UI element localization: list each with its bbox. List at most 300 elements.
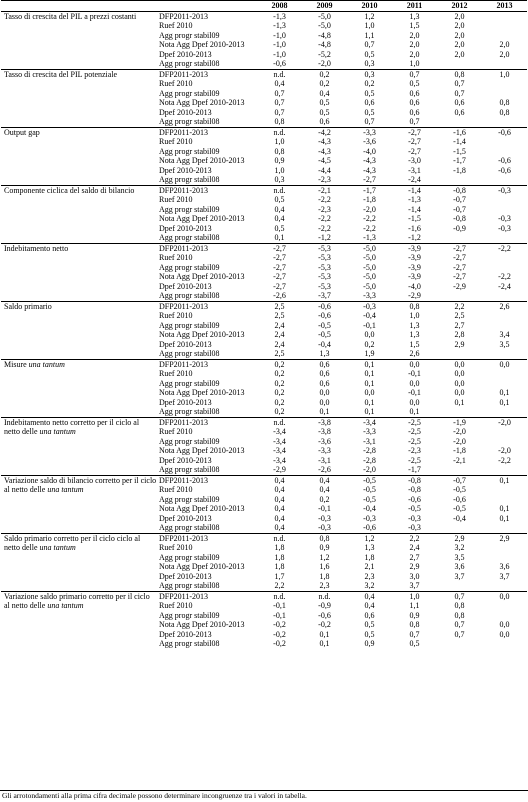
value-cell: 0,2 [302, 69, 347, 79]
value-cell: 0,4 [274, 204, 285, 214]
value-cell: 0,1 [499, 513, 510, 523]
value-cell: 0,7 [274, 107, 285, 117]
value-cell: -4,8 [318, 30, 331, 40]
value-cell [482, 553, 527, 563]
row-group-label-italic: una tantum [47, 484, 84, 494]
value-cell: -5,0 [347, 243, 392, 253]
value-cell: -2,2 [498, 455, 511, 465]
value-cell: -0,6 [273, 59, 286, 68]
source-cell: Ruef 2010 [159, 137, 193, 146]
value-cell: -3,4 [273, 455, 286, 465]
value-cell: 0,1 [482, 475, 527, 485]
value-cell: -1,0 [273, 49, 286, 59]
row-group-label-text: Misure [4, 359, 29, 369]
value-cell: 0,0 [319, 388, 330, 397]
value-cell: 0,4 [274, 504, 285, 513]
value-cell: 0,1 [347, 359, 392, 369]
value-cell: -3,8 [302, 417, 347, 427]
value-cell: -5,3 [302, 243, 347, 253]
value-cell: 1,0 [409, 311, 420, 320]
value-cell: -0,5 [453, 485, 466, 494]
value-cell: -2,7 [273, 253, 286, 262]
value-cell: 1,6 [319, 562, 330, 571]
value-cell: 0,3 [274, 175, 285, 184]
value-cell: 0,4 [319, 88, 330, 98]
value-cell: -0,5 [363, 494, 376, 504]
source-cell: Dpef 2010-2013 [159, 397, 212, 407]
value-cell: -1,5 [408, 214, 421, 223]
value-cell: -2,3 [318, 175, 331, 184]
value-cell: -4,0 [408, 281, 421, 291]
value-cell: 0,5 [364, 49, 375, 59]
value-cell: -2,4 [408, 175, 421, 184]
source-cell: DFP2011-2013 [157, 417, 257, 427]
value-cell: 0,7 [454, 629, 465, 639]
source-cell: Dpef 2010-2013 [159, 49, 212, 59]
value-cell: 2,8 [454, 330, 465, 339]
value-cell [482, 369, 527, 379]
value-cell: n.d. [257, 185, 302, 195]
value-cell [482, 495, 527, 505]
value-cell: 0,4 [274, 214, 285, 223]
value-cell: -3,4 [347, 417, 392, 427]
row-group-label-text: Tasso di crescita del PIL potenziale [4, 69, 118, 79]
table-row [1, 127, 527, 137]
value-cell: -3,4 [273, 446, 286, 455]
value-cell: -2,2 [318, 195, 331, 204]
value-cell: -0,1 [273, 601, 286, 610]
value-cell: 0,1 [499, 504, 510, 513]
column-header-2012: 2012 [437, 1, 482, 12]
value-cell: -4,0 [363, 146, 376, 156]
value-cell [482, 195, 527, 205]
row-group-label [1, 11, 157, 69]
value-cell: 3,7 [409, 581, 420, 590]
value-cell: -0,8 [408, 485, 421, 494]
column-header-2009: 2009 [302, 1, 347, 12]
value-cell [482, 253, 527, 263]
row-group-label-text: Componente ciclica del saldo di bilancio [4, 185, 135, 195]
value-cell: 0,7 [392, 69, 437, 79]
value-cell [482, 427, 527, 437]
value-cell [437, 291, 482, 301]
value-cell: 2,9 [409, 562, 420, 571]
value-cell: -3,9 [408, 253, 421, 262]
value-cell: -2,7 [273, 262, 286, 272]
value-cell: -1,7 [453, 156, 466, 165]
value-cell: -2,7 [408, 137, 421, 146]
source-cell: DFP2011-2013 [157, 591, 257, 601]
value-cell: -1,4 [408, 204, 421, 214]
value-cell: 0,6 [364, 610, 375, 620]
value-cell: -0,4 [363, 311, 376, 320]
value-cell: -3,3 [363, 291, 376, 300]
value-cell: 0,9 [274, 156, 285, 165]
source-cell: Agg progr stabil08 [159, 349, 220, 358]
value-cell: -0,8 [437, 185, 482, 195]
source-cell: Agg progr stabil08 [159, 233, 220, 242]
value-cell: -2,7 [408, 146, 421, 156]
value-cell: 0,1 [319, 639, 330, 648]
value-cell: 0,2 [319, 79, 330, 88]
value-cell: 3,4 [499, 330, 510, 339]
value-cell: -2,1 [302, 185, 347, 195]
value-cell: -5,0 [318, 11, 331, 21]
value-cell: -2,9 [453, 281, 466, 291]
table-row [1, 533, 527, 543]
value-cell: -3,6 [363, 137, 376, 146]
source-cell: Nota Agg Dpef 2010-2013 [159, 214, 245, 223]
source-cell: Agg progr stabil08 [159, 117, 220, 126]
value-cell: 1,3 [409, 330, 420, 339]
value-cell: -1,3 [363, 233, 376, 242]
value-cell: -1,0 [273, 40, 286, 49]
value-cell: 1,5 [409, 339, 420, 349]
value-cell [482, 89, 527, 99]
value-cell [482, 175, 527, 185]
row-group-label-text: Saldo primario [4, 301, 52, 311]
value-cell: 2,0 [499, 49, 510, 59]
value-cell: 2,9 [437, 533, 482, 543]
value-cell: -2,7 [273, 272, 286, 281]
value-cell: -0,1 [363, 320, 376, 330]
value-cell: 1,8 [274, 562, 285, 571]
value-cell: 0,5 [274, 195, 285, 204]
value-cell: 2,9 [454, 339, 465, 349]
value-cell: -0,4 [318, 339, 331, 349]
value-cell: 1,8 [274, 552, 285, 562]
value-cell: -0,1 [318, 504, 331, 513]
value-cell: 3,7 [454, 571, 465, 581]
value-cell: -2,0 [453, 427, 466, 436]
value-cell: 0,3 [364, 59, 375, 68]
value-cell: 2,0 [454, 30, 465, 40]
value-cell [482, 11, 527, 21]
value-cell: 0,1 [274, 233, 285, 242]
value-cell: 3,5 [499, 339, 510, 349]
source-cell: Ruef 2010 [159, 253, 193, 262]
value-cell: 0,4 [274, 523, 285, 532]
value-cell: 2,7 [409, 552, 420, 562]
value-cell: 1,1 [409, 601, 420, 610]
value-cell [437, 349, 482, 359]
source-cell: Agg progr stabil08 [159, 407, 220, 416]
value-cell: 0,6 [319, 369, 330, 378]
value-cell: 2,0 [454, 11, 465, 21]
value-cell: -1,3 [273, 21, 286, 30]
value-cell [482, 79, 527, 89]
value-cell: 0,4 [274, 494, 285, 504]
value-cell: -0,3 [318, 523, 331, 532]
source-cell: Agg progr stabil09 [159, 204, 220, 214]
value-cell: -2,0 [498, 446, 511, 455]
value-cell: 2,4 [274, 320, 285, 330]
value-cell: -2,9 [273, 465, 286, 474]
value-cell: 2,0 [454, 21, 465, 30]
value-cell: -5,0 [318, 21, 331, 30]
source-cell: Agg progr stabil09 [159, 494, 220, 504]
value-cell: -2,3 [408, 446, 421, 455]
source-cell: Dpef 2010-2013 [159, 339, 212, 349]
value-cell: 2,6 [409, 349, 420, 358]
row-group-label [1, 359, 157, 417]
value-cell: -0,4 [363, 504, 376, 513]
value-cell: 2,0 [454, 49, 465, 59]
value-cell: -2,2 [363, 223, 376, 233]
value-cell: -5,2 [318, 49, 331, 59]
value-cell: 0,0 [409, 378, 420, 388]
value-cell: -4,5 [318, 156, 331, 165]
value-cell [482, 581, 527, 591]
value-cell: n.d. [257, 127, 302, 137]
value-cell: 2,5 [257, 301, 302, 311]
row-group-label-text: Variazione saldo primario corretto per il ciclo al netto delle [4, 591, 150, 610]
fiscal-table [1, 0, 527, 649]
value-cell: 0,3 [347, 69, 392, 79]
table-row [1, 11, 527, 21]
value-cell: 0,7 [409, 629, 420, 639]
value-cell: -3,1 [363, 436, 376, 446]
row-group-label [1, 591, 157, 649]
value-cell [437, 581, 482, 591]
value-cell: -2,8 [363, 455, 376, 465]
value-cell: 0,0 [482, 591, 527, 601]
value-cell [482, 205, 527, 215]
source-cell: Nota Agg Dpef 2010-2013 [159, 562, 245, 571]
value-cell: -1,6 [408, 223, 421, 233]
value-cell: 0,0 [364, 388, 375, 397]
value-cell: -5,3 [318, 253, 331, 262]
value-cell: 0,8 [437, 69, 482, 79]
value-cell [482, 59, 527, 69]
value-cell: 0,0 [454, 369, 465, 378]
value-cell: -2,0 [453, 436, 466, 446]
source-cell: Agg progr stabil08 [159, 639, 220, 648]
value-cell: -3,1 [408, 165, 421, 175]
value-cell: 3,6 [454, 562, 465, 571]
value-cell: 0,9 [364, 639, 375, 648]
value-cell: 0,6 [409, 107, 420, 117]
value-cell: -1,6 [437, 127, 482, 137]
value-cell [482, 485, 527, 495]
value-cell: -0,8 [392, 475, 437, 485]
value-cell: -0,5 [318, 320, 331, 330]
source-cell: Dpef 2010-2013 [159, 107, 212, 117]
source-cell: Nota Agg Dpef 2010-2013 [159, 504, 245, 513]
value-cell: 0,8 [454, 601, 465, 610]
source-cell: Nota Agg Dpef 2010-2013 [159, 40, 245, 49]
value-cell: -5,0 [363, 281, 376, 291]
source-cell: DFP2011-2013 [157, 127, 257, 137]
value-cell: 3,0 [409, 571, 420, 581]
value-cell: -0,5 [318, 330, 331, 339]
value-cell [482, 321, 527, 331]
value-cell: 0,4 [319, 485, 330, 494]
value-cell: n.d. [257, 591, 302, 601]
value-cell: -3,9 [392, 243, 437, 253]
value-cell: 1,8 [319, 571, 330, 581]
value-cell: 0,5 [409, 639, 420, 648]
row-group-label-italic: una tantum [28, 359, 65, 369]
value-cell: 2,0 [409, 30, 420, 40]
table-row [1, 69, 527, 79]
value-cell: 3,2 [454, 543, 465, 552]
value-cell: -2,0 [318, 59, 331, 68]
row-group-label-text: Variazione saldo di bilancio corretto per il ciclo al netto delle [4, 475, 157, 494]
source-cell: Ruef 2010 [159, 311, 193, 320]
header-row [1, 1, 527, 12]
value-cell: -0,6 [302, 301, 347, 311]
value-cell [437, 407, 482, 417]
value-cell [482, 291, 527, 301]
value-cell: 0,0 [482, 359, 527, 369]
value-cell: 0,1 [364, 378, 375, 388]
value-cell [482, 117, 527, 127]
source-cell: DFP2011-2013 [157, 243, 257, 253]
value-cell: -2,0 [363, 204, 376, 214]
value-cell: 0,2 [257, 359, 302, 369]
value-cell: -2,9 [408, 291, 421, 300]
source-cell: Agg progr stabil08 [159, 175, 220, 184]
value-cell: -3,4 [273, 436, 286, 446]
value-cell [482, 465, 527, 475]
source-cell: Ruef 2010 [159, 485, 193, 494]
row-group-label [1, 185, 157, 243]
value-cell: 3,2 [364, 581, 375, 590]
value-cell [482, 543, 527, 553]
value-cell: 0,2 [274, 407, 285, 416]
value-cell: 3,5 [454, 552, 465, 562]
value-cell: -3,3 [363, 427, 376, 436]
value-cell: 1,0 [274, 165, 285, 175]
value-cell: -0,6 [363, 523, 376, 532]
value-cell: -1,5 [453, 146, 466, 156]
row-group-label-italic: una tantum [39, 542, 76, 552]
source-cell: Agg progr stabil08 [159, 523, 220, 532]
value-cell [482, 407, 527, 417]
source-cell: Nota Agg Dpef 2010-2013 [159, 98, 245, 107]
value-cell: 1,3 [319, 349, 330, 358]
value-cell: 2,6 [482, 301, 527, 311]
value-cell: -0,6 [498, 165, 511, 175]
value-cell: -0,3 [408, 513, 421, 523]
value-cell: 0,2 [319, 494, 330, 504]
value-cell [437, 523, 482, 533]
value-cell: 2,9 [482, 533, 527, 543]
source-cell: Dpef 2010-2013 [159, 223, 212, 233]
value-cell: 1,0 [482, 69, 527, 79]
column-header-2008: 2008 [257, 1, 302, 12]
value-cell: -3,4 [273, 427, 286, 436]
value-cell: -3,6 [318, 436, 331, 446]
value-cell: -2,7 [453, 262, 466, 272]
value-cell: 3,6 [499, 562, 510, 571]
table-row [1, 475, 527, 485]
value-cell: 0,8 [274, 117, 285, 126]
value-cell [437, 233, 482, 243]
value-cell: -3,8 [318, 427, 331, 436]
value-cell: 0,1 [409, 407, 420, 416]
value-cell: 1,2 [347, 533, 392, 543]
source-cell: Ruef 2010 [159, 195, 193, 204]
value-cell: 0,8 [409, 620, 420, 629]
value-cell: -0,5 [408, 504, 421, 513]
value-cell: 0,2 [274, 388, 285, 397]
value-cell: -5,0 [363, 253, 376, 262]
value-cell: -0,5 [347, 475, 392, 485]
value-cell: 2,0 [409, 49, 420, 59]
value-cell: 0,2 [274, 378, 285, 388]
value-cell: -2,2 [318, 214, 331, 223]
value-cell: -3,7 [318, 291, 331, 300]
footnote: Gli arrotondamenti alla prima cifra decimale possono determinare incongruenze tra i valori in tabella. [2, 791, 307, 800]
value-cell: 0,1 [364, 397, 375, 407]
source-cell: DFP2011-2013 [157, 475, 257, 485]
value-cell: -2,5 [392, 417, 437, 427]
value-cell: 0,7 [274, 88, 285, 98]
source-cell: Ruef 2010 [159, 21, 193, 30]
value-cell: -2,2 [482, 243, 527, 253]
value-cell: 0,7 [454, 620, 465, 629]
value-cell: -4,8 [318, 40, 331, 49]
column-header [1, 1, 157, 12]
value-cell: -0,6 [498, 156, 511, 165]
source-cell: Agg progr stabil09 [159, 378, 220, 388]
value-cell: -4,3 [318, 146, 331, 156]
value-cell: -0,2 [318, 620, 331, 629]
value-cell [482, 137, 527, 147]
value-cell: -1,0 [273, 30, 286, 40]
source-cell: DFP2011-2013 [159, 11, 209, 21]
row-group-label [1, 243, 157, 301]
value-cell: -2,0 [363, 465, 376, 474]
value-cell: 0,4 [274, 79, 285, 88]
value-cell [482, 639, 527, 649]
value-cell [482, 21, 527, 31]
value-cell: -2,7 [453, 253, 466, 262]
value-cell: -0,2 [273, 620, 286, 629]
value-cell: 0,6 [364, 98, 375, 107]
source-cell: Agg progr stabil09 [159, 88, 220, 98]
value-cell: 1,3 [364, 543, 375, 552]
column-header [157, 1, 257, 12]
value-cell: -0,3 [498, 223, 511, 233]
value-cell: 0,1 [364, 407, 375, 416]
value-cell: -5,3 [318, 272, 331, 281]
value-cell: -0,9 [453, 223, 466, 233]
value-cell: -2,7 [363, 175, 376, 184]
value-cell: -2,1 [453, 455, 466, 465]
row-group-label [1, 533, 157, 591]
row-group-label-text: Saldo primario corretto per il ciclo ciclo al netto delle [4, 533, 141, 552]
value-cell: 0,6 [454, 98, 465, 107]
value-cell: 2,2 [392, 533, 437, 543]
value-cell: -4,3 [363, 156, 376, 165]
value-cell: -0,9 [318, 601, 331, 610]
value-cell: 2,5 [274, 349, 285, 358]
value-cell: -2,7 [257, 243, 302, 253]
source-cell: DFP2011-2013 [157, 69, 257, 79]
value-cell [482, 601, 527, 611]
value-cell: 2,0 [454, 40, 465, 49]
value-cell: 1,0 [364, 21, 375, 30]
value-cell: 2,4 [409, 543, 420, 552]
value-cell: 0,5 [319, 107, 330, 117]
value-cell: -2,0 [482, 417, 527, 427]
value-cell: -0,1 [408, 369, 421, 378]
value-cell: -0,6 [482, 127, 527, 137]
row-group-label-text: Indebitamento netto [4, 243, 69, 253]
